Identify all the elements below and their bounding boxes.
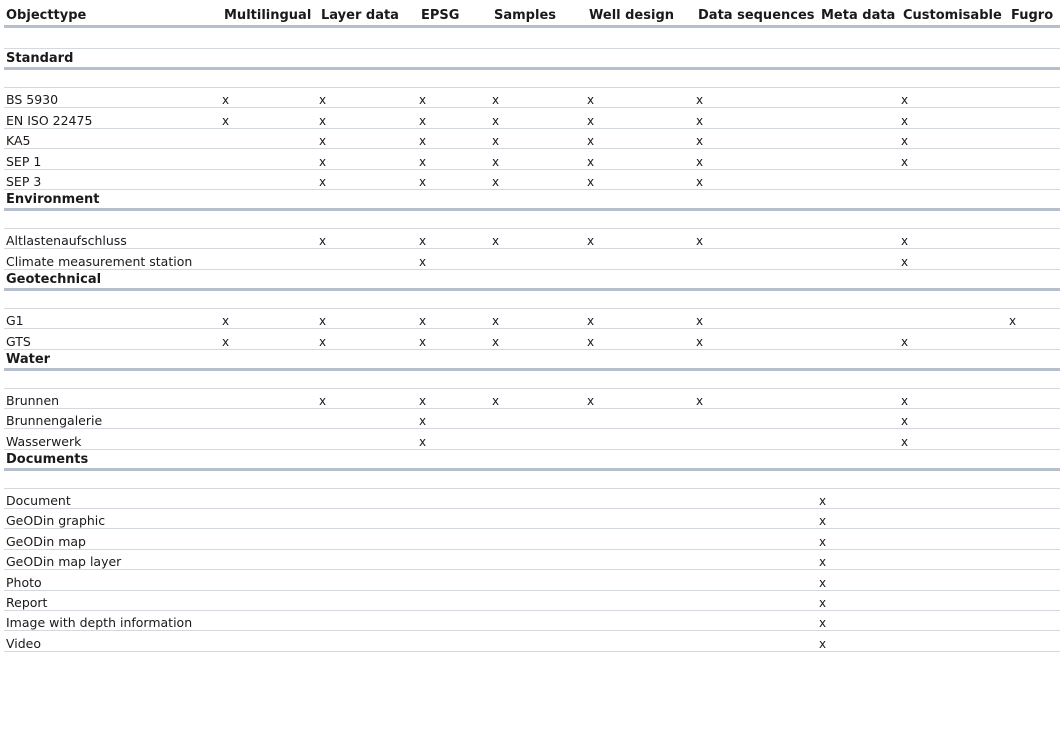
feature-cell	[222, 549, 319, 569]
feature-cell: x	[492, 329, 587, 349]
feature-cell	[819, 429, 901, 449]
feature-cell: x	[222, 308, 319, 328]
feature-cell	[319, 611, 419, 631]
feature-cell	[1009, 590, 1060, 610]
table-row	[4, 488, 1060, 508]
feature-cell: x	[696, 88, 819, 108]
feature-cell	[1009, 488, 1060, 508]
feature-cell	[587, 408, 696, 428]
table-row	[4, 308, 1060, 328]
feature-cell	[419, 509, 492, 529]
feature-cell	[819, 128, 901, 148]
feature-cell: x	[587, 88, 696, 108]
group-title: Geotechnical	[4, 269, 1060, 289]
table-row	[4, 169, 1060, 189]
feature-cell: x	[319, 108, 419, 128]
feature-cell	[222, 228, 319, 248]
feature-cell	[419, 570, 492, 590]
feature-cell: x	[901, 429, 1009, 449]
feature-cell	[819, 88, 901, 108]
group-header-row	[4, 449, 1060, 469]
feature-cell	[819, 228, 901, 248]
feature-cell	[492, 488, 587, 508]
feature-cell: x	[901, 388, 1009, 408]
objecttype-label: GTS	[4, 329, 222, 349]
feature-cell	[819, 169, 901, 189]
feature-cell	[1009, 329, 1060, 349]
feature-cell: x	[819, 631, 901, 651]
column-header-well-design: Well design	[587, 0, 696, 27]
feature-cell	[1009, 108, 1060, 128]
objecttype-label: EN ISO 22475	[4, 108, 222, 128]
table-row	[4, 249, 1060, 269]
feature-cell	[222, 388, 319, 408]
objecttype-label: GeODin map	[4, 529, 222, 549]
feature-cell: x	[587, 128, 696, 148]
feature-cell	[587, 509, 696, 529]
feature-cell: x	[819, 590, 901, 610]
feature-cell: x	[1009, 308, 1060, 328]
feature-cell	[222, 611, 319, 631]
group-title: Documents	[4, 449, 1060, 469]
table-row	[4, 590, 1060, 610]
table-row	[4, 88, 1060, 108]
group-header-row	[4, 349, 1060, 369]
feature-cell: x	[819, 529, 901, 549]
feature-cell: x	[492, 108, 587, 128]
feature-cell	[1009, 408, 1060, 428]
feature-cell	[901, 590, 1009, 610]
table-row	[4, 611, 1060, 631]
objecttype-label: Video	[4, 631, 222, 651]
objecttype-label: Image with depth information	[4, 611, 222, 631]
feature-cell: x	[696, 169, 819, 189]
feature-cell	[696, 631, 819, 651]
group-header-row	[4, 49, 1060, 69]
feature-cell: x	[492, 128, 587, 148]
feature-cell: x	[492, 308, 587, 328]
column-header-samples: Samples	[492, 0, 587, 27]
feature-cell: x	[419, 88, 492, 108]
feature-cell	[492, 590, 587, 610]
feature-cell: x	[492, 228, 587, 248]
feature-cell	[587, 611, 696, 631]
feature-cell: x	[819, 611, 901, 631]
column-header-layer-data: Layer data	[319, 0, 419, 27]
feature-cell	[901, 308, 1009, 328]
column-header-meta-data: Meta data	[819, 0, 901, 27]
feature-cell	[319, 488, 419, 508]
objecttype-label: SEP 1	[4, 149, 222, 169]
group-title: Water	[4, 349, 1060, 369]
feature-cell	[1009, 388, 1060, 408]
feature-cell	[901, 529, 1009, 549]
feature-cell: x	[696, 128, 819, 148]
feature-cell	[492, 611, 587, 631]
feature-cell: x	[319, 329, 419, 349]
feature-cell	[222, 429, 319, 449]
feature-cell	[419, 549, 492, 569]
group-header-row	[4, 189, 1060, 209]
feature-cell	[1009, 228, 1060, 248]
feature-cell	[1009, 429, 1060, 449]
feature-cell	[492, 509, 587, 529]
feature-cell	[319, 549, 419, 569]
feature-cell	[419, 488, 492, 508]
feature-cell	[492, 408, 587, 428]
feature-cell: x	[819, 488, 901, 508]
feature-cell	[696, 509, 819, 529]
objecttype-label: Brunnengalerie	[4, 408, 222, 428]
table-row	[4, 108, 1060, 128]
objecttype-label: Document	[4, 488, 222, 508]
feature-cell	[319, 570, 419, 590]
feature-cell	[222, 529, 319, 549]
feature-cell	[696, 549, 819, 569]
feature-cell	[492, 529, 587, 549]
feature-cell	[819, 108, 901, 128]
feature-cell: x	[587, 108, 696, 128]
feature-cell	[419, 611, 492, 631]
group-spacer-row	[4, 469, 1060, 488]
feature-cell: x	[319, 169, 419, 189]
feature-cell: x	[901, 228, 1009, 248]
feature-cell	[1009, 570, 1060, 590]
feature-cell	[1009, 249, 1060, 269]
feature-cell: x	[819, 549, 901, 569]
group-spacer-row	[4, 369, 1060, 388]
feature-cell	[1009, 88, 1060, 108]
feature-cell	[492, 249, 587, 269]
feature-cell: x	[492, 169, 587, 189]
table-row	[4, 429, 1060, 449]
feature-cell: x	[419, 408, 492, 428]
feature-cell	[222, 408, 319, 428]
feature-cell	[901, 631, 1009, 651]
column-header-multilingual: Multilingual	[222, 0, 319, 27]
feature-cell	[222, 128, 319, 148]
feature-cell	[587, 590, 696, 610]
objecttype-label: GeODin map layer	[4, 549, 222, 569]
feature-cell: x	[901, 408, 1009, 428]
feature-cell	[696, 611, 819, 631]
feature-cell	[696, 570, 819, 590]
objecttype-label: G1	[4, 308, 222, 328]
column-header-customisable: Customisable	[901, 0, 1009, 27]
feature-cell: x	[319, 88, 419, 108]
feature-cell	[587, 631, 696, 651]
feature-cell: x	[696, 388, 819, 408]
feature-cell: x	[901, 149, 1009, 169]
feature-cell: x	[587, 228, 696, 248]
feature-cell	[819, 308, 901, 328]
feature-cell: x	[901, 329, 1009, 349]
objecttype-label: KA5	[4, 128, 222, 148]
feature-cell: x	[419, 429, 492, 449]
feature-cell	[819, 249, 901, 269]
feature-cell	[901, 570, 1009, 590]
group-spacer-row	[4, 69, 1060, 88]
feature-cell	[492, 429, 587, 449]
feature-cell	[319, 408, 419, 428]
feature-cell	[222, 509, 319, 529]
group-spacer-row	[4, 289, 1060, 308]
feature-cell	[1009, 169, 1060, 189]
table-body	[4, 0, 1060, 651]
feature-cell	[419, 631, 492, 651]
feature-cell	[1009, 611, 1060, 631]
feature-cell	[819, 329, 901, 349]
feature-cell: x	[222, 88, 319, 108]
feature-cell	[901, 488, 1009, 508]
feature-cell	[901, 611, 1009, 631]
feature-cell: x	[419, 308, 492, 328]
feature-cell	[319, 529, 419, 549]
feature-cell: x	[492, 149, 587, 169]
feature-cell: x	[901, 88, 1009, 108]
feature-cell	[1009, 529, 1060, 549]
feature-cell: x	[319, 228, 419, 248]
feature-cell: x	[696, 108, 819, 128]
feature-cell	[222, 249, 319, 269]
feature-cell	[587, 249, 696, 269]
table-row	[4, 228, 1060, 248]
feature-cell: x	[901, 108, 1009, 128]
feature-cell	[696, 590, 819, 610]
feature-cell	[319, 429, 419, 449]
feature-cell	[696, 488, 819, 508]
feature-cell: x	[419, 128, 492, 148]
table-row	[4, 149, 1060, 169]
feature-cell	[587, 529, 696, 549]
objecttype-label: GeODin graphic	[4, 509, 222, 529]
objecttype-label: Photo	[4, 570, 222, 590]
objecttype-label: Climate measurement station	[4, 249, 222, 269]
feature-cell: x	[419, 169, 492, 189]
feature-cell	[696, 429, 819, 449]
feature-cell: x	[419, 249, 492, 269]
feature-cell	[222, 149, 319, 169]
feature-cell: x	[319, 388, 419, 408]
column-header-objecttype: Objecttype	[4, 0, 222, 27]
objecttype-label: Wasserwerk	[4, 429, 222, 449]
feature-cell	[587, 429, 696, 449]
column-header-fugro: Fugro	[1009, 0, 1060, 27]
feature-cell	[696, 529, 819, 549]
objecttype-label: SEP 3	[4, 169, 222, 189]
feature-cell: x	[901, 249, 1009, 269]
group-title: Environment	[4, 189, 1060, 209]
feature-cell	[492, 570, 587, 590]
feature-cell: x	[419, 329, 492, 349]
table-row	[4, 631, 1060, 651]
objecttype-feature-table	[4, 0, 1060, 652]
feature-cell: x	[222, 108, 319, 128]
feature-cell	[901, 549, 1009, 569]
feature-cell: x	[901, 128, 1009, 148]
feature-cell	[419, 590, 492, 610]
feature-cell: x	[587, 388, 696, 408]
feature-cell: x	[587, 169, 696, 189]
feature-cell	[819, 149, 901, 169]
group-header-row	[4, 269, 1060, 289]
table-row	[4, 408, 1060, 428]
feature-cell	[819, 388, 901, 408]
objecttype-label: Report	[4, 590, 222, 610]
feature-cell: x	[819, 570, 901, 590]
feature-cell	[587, 488, 696, 508]
feature-cell	[1009, 128, 1060, 148]
table-row	[4, 128, 1060, 148]
feature-cell: x	[696, 308, 819, 328]
header-spacer-row	[4, 27, 1060, 49]
feature-cell: x	[492, 88, 587, 108]
feature-cell	[492, 631, 587, 651]
table-row	[4, 570, 1060, 590]
feature-cell: x	[319, 149, 419, 169]
feature-cell	[1009, 149, 1060, 169]
feature-cell	[319, 590, 419, 610]
feature-cell	[222, 631, 319, 651]
column-header-epsg: EPSG	[419, 0, 492, 27]
feature-cell: x	[222, 329, 319, 349]
feature-cell	[222, 488, 319, 508]
feature-cell	[587, 570, 696, 590]
feature-cell	[901, 509, 1009, 529]
group-spacer-row	[4, 209, 1060, 228]
feature-cell	[819, 408, 901, 428]
feature-cell	[696, 249, 819, 269]
feature-cell: x	[696, 149, 819, 169]
feature-cell: x	[319, 308, 419, 328]
feature-cell: x	[419, 108, 492, 128]
feature-cell	[319, 249, 419, 269]
objecttype-label: Brunnen	[4, 388, 222, 408]
table-row	[4, 549, 1060, 569]
feature-cell: x	[587, 149, 696, 169]
feature-cell	[222, 169, 319, 189]
column-header-data-sequences: Data sequences	[696, 0, 819, 27]
feature-cell	[1009, 549, 1060, 569]
table-row	[4, 388, 1060, 408]
table-row	[4, 329, 1060, 349]
feature-cell	[587, 549, 696, 569]
feature-cell: x	[819, 509, 901, 529]
feature-cell: x	[419, 228, 492, 248]
feature-cell	[419, 529, 492, 549]
objecttype-label: Altlastenaufschluss	[4, 228, 222, 248]
feature-cell	[319, 631, 419, 651]
table-row	[4, 529, 1060, 549]
feature-cell	[696, 408, 819, 428]
objecttype-label: BS 5930	[4, 88, 222, 108]
feature-cell	[1009, 631, 1060, 651]
feature-cell	[319, 509, 419, 529]
feature-cell: x	[587, 329, 696, 349]
feature-cell	[222, 590, 319, 610]
feature-cell	[222, 570, 319, 590]
header-row	[4, 0, 1060, 27]
feature-cell: x	[587, 308, 696, 328]
group-title: Standard	[4, 49, 1060, 69]
feature-cell: x	[696, 228, 819, 248]
feature-cell	[901, 169, 1009, 189]
feature-cell: x	[419, 388, 492, 408]
table-row	[4, 509, 1060, 529]
feature-cell: x	[696, 329, 819, 349]
feature-cell: x	[419, 149, 492, 169]
feature-cell: x	[319, 128, 419, 148]
feature-cell	[1009, 509, 1060, 529]
feature-cell	[492, 549, 587, 569]
feature-cell: x	[492, 388, 587, 408]
